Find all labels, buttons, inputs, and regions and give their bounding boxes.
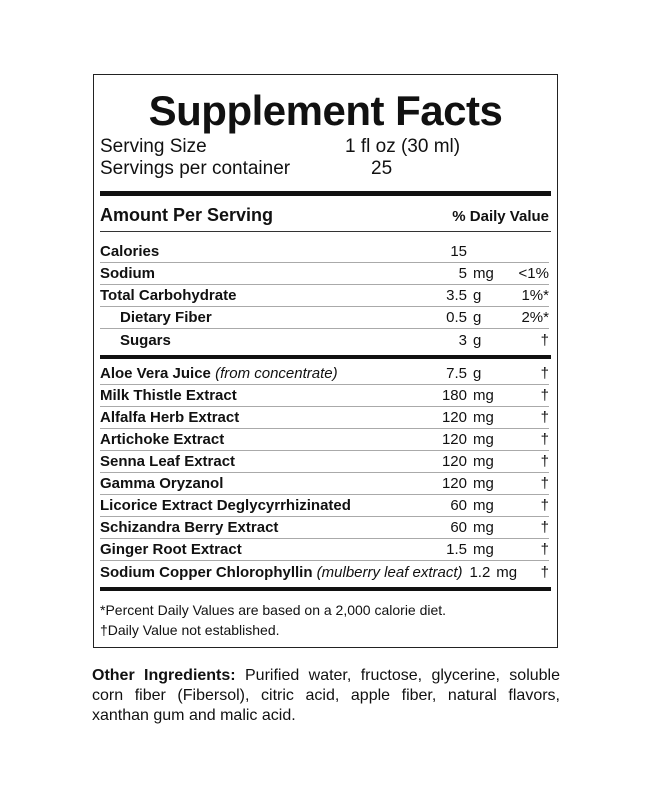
ingredient-dv: †	[540, 519, 549, 536]
ingredient-amount: 180	[441, 387, 467, 404]
ingredient-amount: 120	[441, 409, 467, 426]
ingredient-unit: mg	[473, 519, 494, 536]
nutrient-rows	[100, 241, 549, 351]
ingredient-name: Milk Thistle Extract	[100, 387, 237, 404]
nutrient-unit: g	[473, 287, 482, 304]
serving-size-label: Serving Size	[100, 136, 207, 157]
ingredient-name: Senna Leaf Extract	[100, 453, 236, 470]
nutrient-dv: 2%*	[521, 309, 549, 326]
table-row	[100, 307, 549, 329]
ingredient-unit: mg	[473, 431, 494, 448]
ingredient-dv: †	[540, 541, 549, 558]
divider-thick	[100, 587, 551, 591]
amount-per-serving-label: Amount Per Serving	[100, 205, 274, 225]
ingredient-unit: mg	[473, 453, 494, 470]
other-ingredients	[92, 666, 560, 726]
table-row	[100, 517, 549, 539]
divider-thick	[100, 191, 551, 196]
serving-size-row	[100, 136, 460, 158]
other-ingredients-text: Purified water, fructose, glycerine, soluble corn fiber (Fibersol), citric acid, apple fiber, natural flavors, xanthan gum and malic acid.	[92, 667, 561, 724]
percent-daily-value-note: *Percent Daily Values are based on a 2,000 calorie diet.	[100, 602, 447, 618]
ingredient-amount: 1.2	[469, 563, 491, 581]
ingredient-name: Sodium Copper Chlorophyllin (mulberry leaf extract)	[100, 563, 463, 581]
ingredient-amount: 120	[441, 453, 467, 470]
nutrient-amount: 5	[458, 265, 467, 282]
table-row	[100, 495, 549, 517]
ingredient-name: Gamma Oryzanol	[100, 475, 224, 492]
nutrient-unit: g	[473, 309, 482, 326]
ingredient-amount: 120	[441, 431, 467, 448]
ingredient-unit: mg	[473, 409, 494, 426]
nutrient-amount: 15	[450, 243, 467, 260]
table-row	[100, 241, 549, 263]
nutrient-amount: 0.5	[446, 309, 467, 326]
table-row	[100, 539, 549, 561]
ingredient-name: Alfalfa Herb Extract	[100, 409, 240, 426]
ingredient-note: (mulberry leaf extract)	[316, 563, 463, 581]
table-row	[100, 451, 549, 473]
ingredient-dv: †	[540, 453, 549, 470]
ingredient-name: Artichoke Extract	[100, 431, 225, 448]
ingredient-name: Schizandra Berry Extract	[100, 519, 279, 536]
table-row	[100, 385, 549, 407]
nutrient-dv: 1%*	[521, 287, 549, 304]
ingredient-dv: †	[540, 431, 549, 448]
nutrient-name: Calories	[100, 243, 160, 260]
ingredient-rows	[100, 363, 549, 583]
ingredient-name: Aloe Vera Juice (from concentrate)	[100, 365, 338, 382]
nutrient-dv: <1%	[518, 265, 549, 282]
table-row	[100, 429, 549, 451]
nutrient-unit: mg	[473, 265, 494, 282]
ingredient-amount: 7.5	[446, 365, 467, 382]
other-ingredients-label: Other Ingredients:	[92, 667, 236, 684]
nutrient-amount: 3.5	[446, 287, 467, 304]
supplement-facts-panel	[93, 74, 558, 648]
ingredient-unit: mg	[496, 563, 518, 581]
ingredient-dv: †	[540, 497, 549, 514]
ingredient-dv: †	[540, 563, 550, 581]
amount-header	[100, 205, 549, 226]
serving-info	[100, 136, 460, 180]
table-row	[100, 263, 549, 285]
nutrient-name: Sodium	[100, 265, 155, 282]
ingredient-dv: †	[540, 365, 549, 382]
ingredient-dv: †	[540, 475, 549, 492]
ingredient-name: Ginger Root Extract	[100, 541, 242, 558]
table-row	[100, 473, 549, 495]
ingredient-dv: †	[540, 409, 549, 426]
divider-thin	[100, 231, 551, 232]
table-row	[100, 285, 549, 307]
ingredient-amount: 1.5	[446, 541, 467, 558]
ingredient-unit: g	[473, 365, 482, 382]
nutrient-unit: g	[473, 331, 482, 349]
ingredient-note: (from concentrate)	[215, 365, 338, 382]
ingredient-name: Licorice Extract Deglycyrrhizinated	[100, 497, 351, 514]
footnotes	[100, 600, 446, 640]
servings-per-container-value: 25	[371, 158, 393, 179]
daily-value-label: % Daily Value	[452, 208, 549, 225]
nutrient-name: Dietary Fiber	[120, 309, 212, 326]
ingredient-unit: mg	[473, 541, 494, 558]
nutrient-name: Sugars	[120, 331, 171, 349]
servings-per-container-label: Servings per container	[100, 158, 291, 179]
serving-size-value: 1 fl oz (30 ml)	[345, 136, 461, 157]
ingredient-amount: 60	[450, 519, 467, 536]
ingredient-unit: mg	[473, 497, 494, 514]
nutrient-dv: †	[540, 331, 549, 349]
dagger-note: †Daily Value not established.	[100, 622, 280, 638]
divider-thick	[100, 355, 551, 359]
nutrient-name: Total Carbohydrate	[100, 287, 237, 304]
table-row	[100, 329, 549, 351]
ingredient-unit: mg	[473, 475, 494, 492]
table-row	[100, 407, 549, 429]
table-row	[100, 561, 549, 583]
ingredient-amount: 120	[441, 475, 467, 492]
nutrient-amount: 3	[458, 331, 467, 349]
ingredient-dv: †	[540, 387, 549, 404]
ingredient-unit: mg	[473, 387, 494, 404]
ingredient-amount: 60	[450, 497, 467, 514]
servings-per-container-row	[100, 158, 460, 180]
panel-title: Supplement Facts	[148, 87, 503, 134]
table-row	[100, 363, 549, 385]
